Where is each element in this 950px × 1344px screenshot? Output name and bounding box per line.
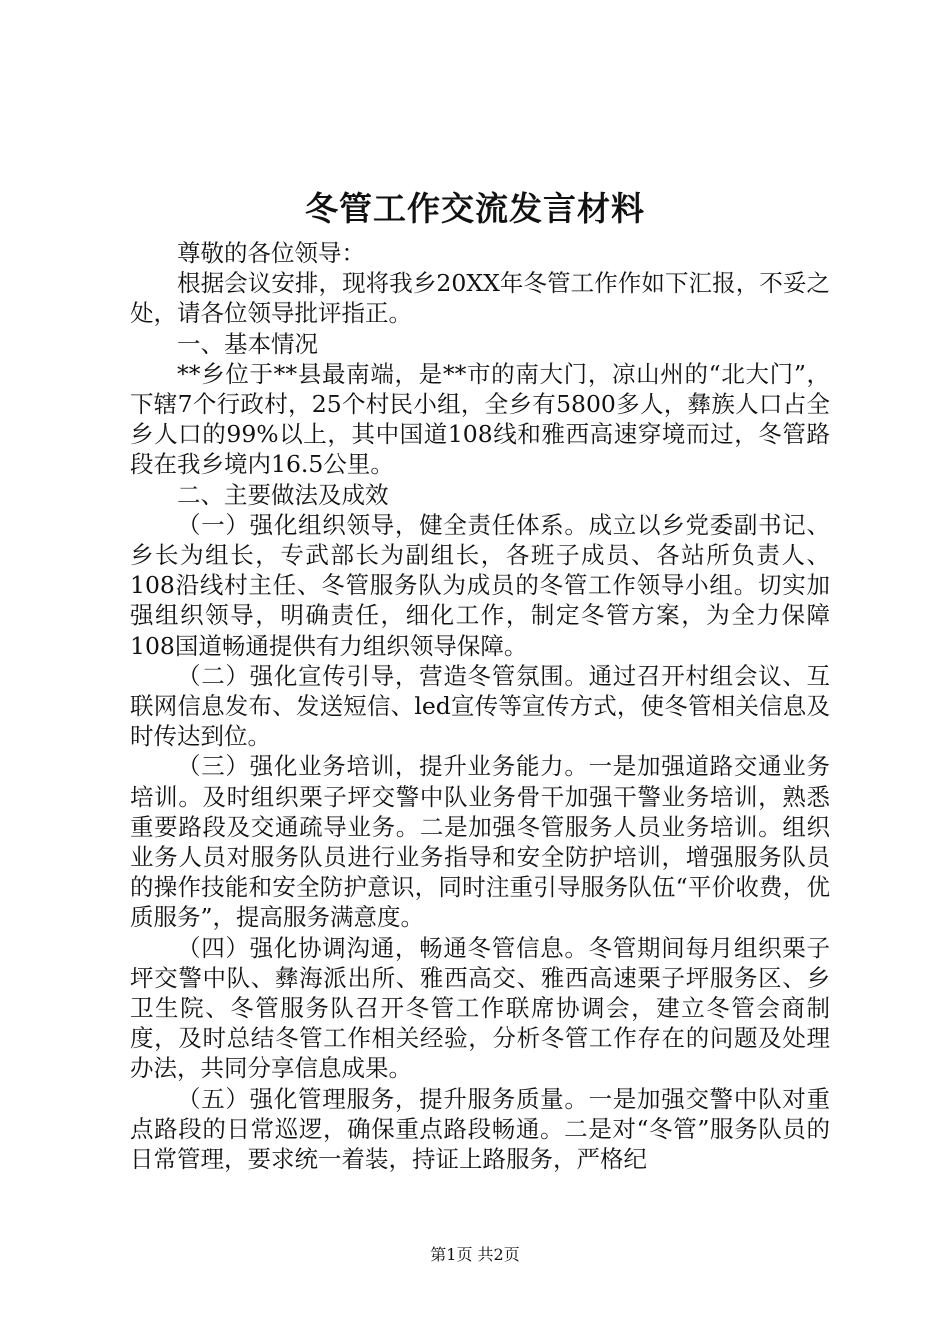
paragraph-practice-5: （五）强化管理服务，提升服务质量。一是加强交警中队对重点路段的日常巡逻，确保重点路段畅通。二是对“冬管”服务队员的日常管理，要求统一着装，持证上路服务，严格纪 [130,1084,830,1174]
paragraph-practice-1: （一）强化组织领导，健全责任体系。成立以乡党委副书记、乡长为组长，专武部长为副组长，各班子成员、各站所负责人、108沿线村主任、冬管服务队为成员的冬管工作领导小组。切实加强组织领导，明确责任，细化工作，制定冬管方案，为全力保障108国道畅通提供有力组织领导保障。 [130,510,830,660]
section-heading-main-practices: 二、主要做法及成效 [177,480,389,509]
document-body [130,238,830,1174]
section-heading-basic-situation: 一、基本情况 [177,329,318,358]
paragraph-practice-3: （三）强化业务培训，提升业务能力。一是加强道路交通业务培训。及时组织栗子坪交警中队业务骨干加强干警业务培训，熟悉重要路段及交通疏导业务。二是加强冬管服务人员业务培训。组织业务人员对服务队员进行业务指导和安全防护培训，增强服务队员的操作技能和安全防护意识，同时注重引导服务队伍“平价收费，优质服务”，提高服务满意度。 [130,752,830,932]
document-title: 冬管工作交流发言材料 [305,189,645,228]
paragraph-basic-situation: **乡位于**县最南端，是**市的南大门，凉山州的“北大门”，下辖7个行政村，25个村民小组，全乡有5800多人，彝族人口占全乡人口的99%以上，其中国道108线和雅西高速穿境而过，冬管路段在我乡境内16.5公里。 [130,359,830,479]
paragraph-intro: 根据会议安排，现将我乡20XX年冬管工作作如下汇报，不妥之处，请各位领导批评指正。 [130,269,830,328]
paragraph-practice-2: （二）强化宣传引导，营造冬管氛围。通过召开村组会议、互联网信息发布、发送短信、led宣传等宣传方式，使冬管相关信息及时传达到位。 [130,661,830,751]
page-footer: 第1页 共2页 [430,1245,520,1264]
paragraph-practice-4: （四）强化协调沟通，畅通冬管信息。冬管期间每月组织栗子坪交警中队、彝海派出所、雅西高交、雅西高速栗子坪服务区、乡卫生院、冬管服务队召开冬管工作联席协调会，建立冬管会商制度，及时总结冬管工作相关经验，分析冬管工作存在的问题及处理办法，共同分享信息成果。 [130,933,830,1083]
salutation: 尊敬的各位领导： [177,239,365,267]
